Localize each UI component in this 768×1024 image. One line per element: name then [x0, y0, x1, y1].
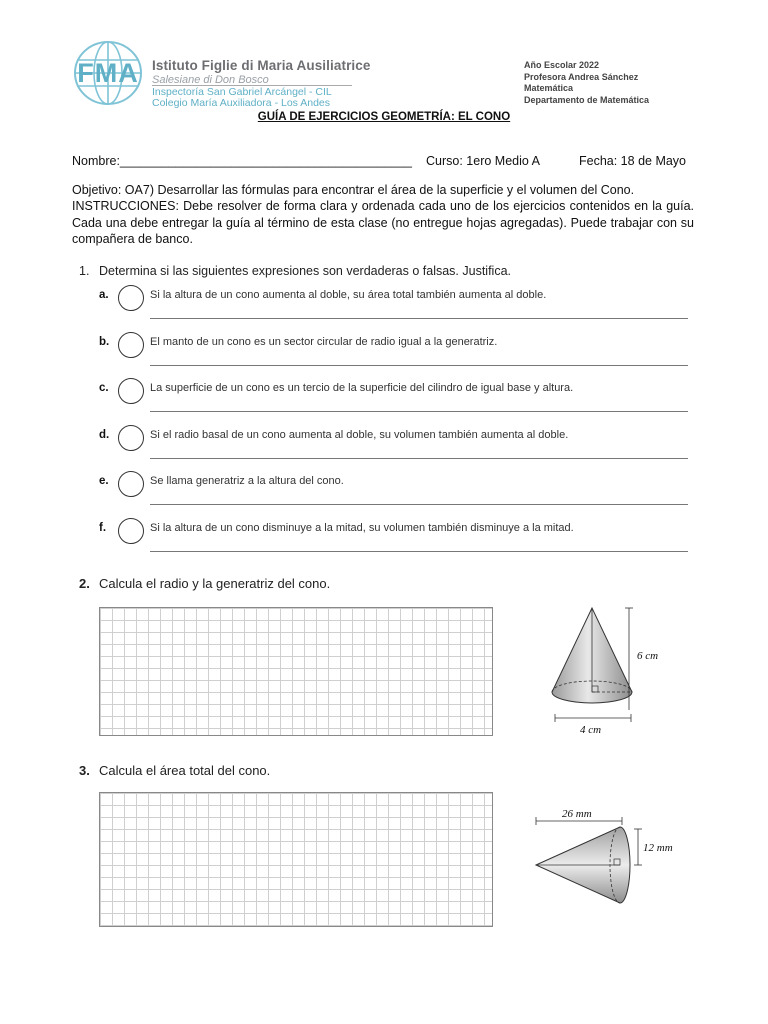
q1-item-label: d.	[99, 428, 110, 441]
q2-answer-grid[interactable]	[99, 607, 493, 736]
college-line: Colegio María Auxiliadora - Los Andes	[152, 97, 331, 109]
logo-letters: FMA	[77, 58, 139, 88]
true-false-circle[interactable]	[118, 518, 144, 544]
q1-number: 1.	[79, 264, 90, 278]
q1-item-label: e.	[99, 475, 109, 487]
true-false-circle[interactable]	[118, 285, 144, 311]
true-false-circle[interactable]	[118, 425, 144, 451]
objective-text: Objetivo: OA7) Desarrollar las fórmulas para encontrar el área de la superficie y el volumen del Cono.	[72, 183, 635, 197]
q2-base-label: 4 cm	[580, 724, 602, 736]
q2-height-label: 6 cm	[637, 650, 659, 662]
q1-item-label: f.	[99, 521, 107, 534]
justification-line[interactable]	[150, 551, 688, 552]
q1-item-label: a.	[99, 289, 109, 301]
true-false-circle[interactable]	[118, 378, 144, 404]
cone-diagram-q2	[545, 600, 665, 745]
true-false-circle[interactable]	[118, 332, 144, 358]
q1-text: Determina si las siguientes expresiones son verdaderas o falsas. Justifica.	[99, 264, 512, 278]
name-field[interactable]: Nombre:__________________________________________	[72, 154, 412, 168]
q3-text: Calcula el área total del cono.	[99, 763, 271, 778]
justification-line[interactable]	[150, 365, 688, 366]
inspectoria-line: Inspectoría San Gabriel Arcángel - CIL	[152, 86, 332, 98]
header-right-info	[524, 60, 649, 106]
q1-item-statement: Si la altura de un cono disminuye a la mitad, su volumen también disminuye a la mitad.	[150, 521, 574, 534]
q3-number: 3.	[79, 763, 90, 778]
justification-line[interactable]	[150, 504, 688, 505]
school-logo	[72, 40, 144, 106]
q3-slant-label: 26 mm	[562, 808, 592, 820]
q1-item-statement: Si la altura de un cono aumenta al doble, su área total también aumenta al doble.	[150, 289, 547, 301]
q1-item-statement: Se llama generatriz a la altura del cono.	[150, 475, 344, 487]
institution-name: Istituto Figlie di Maria Ausiliatrice	[152, 58, 371, 73]
q1-item-statement: Si el radio basal de un cono aumenta al doble, su volumen también aumenta al doble.	[150, 428, 569, 441]
page-title: GUÍA DE EJERCICIOS GEOMETRÍA: EL CONO	[257, 111, 511, 123]
q1-item-label: b.	[99, 335, 110, 348]
q1-item-statement: El manto de un cono es un sector circular de radio igual a la generatriz.	[150, 335, 498, 348]
q3-diameter-label: 12 mm	[643, 842, 673, 854]
justification-line[interactable]	[150, 411, 688, 412]
q1-item-statement: La superficie de un cono es un tercio de la superficie del cilindro de igual base y altura.	[150, 382, 574, 394]
teacher-name: Profesora Andrea Sánchez	[524, 71, 639, 82]
department: Departamento de Matemática	[524, 94, 650, 105]
instructions-text	[72, 198, 694, 248]
date-label: Fecha: 18 de Mayo	[579, 154, 687, 168]
course-label: Curso: 1ero Medio A	[426, 154, 540, 168]
justification-line[interactable]	[150, 318, 688, 319]
q1-item-label: c.	[99, 382, 109, 394]
school-year: Año Escolar 2022	[524, 60, 600, 70]
q3-answer-grid[interactable]	[99, 792, 493, 927]
true-false-circle[interactable]	[118, 471, 144, 497]
institution-subtitle: Salesiane di Don Bosco	[152, 74, 269, 86]
q2-number: 2.	[79, 576, 90, 591]
instructions-body: INSTRUCCIONES: Debe resolver de forma clara y ordenada cada uno de los ejercicios contenidos en la guía. Cada una debe entregar la guía al término de esta clase (no entregue hojas agregadas). Puede trabajar con su compañera de banco.	[72, 199, 694, 246]
subject: Matemática	[524, 83, 574, 93]
justification-line[interactable]	[150, 458, 688, 459]
q2-text: Calcula el radio y la generatriz del cono.	[99, 576, 331, 591]
cone-diagram-q3	[530, 815, 650, 905]
